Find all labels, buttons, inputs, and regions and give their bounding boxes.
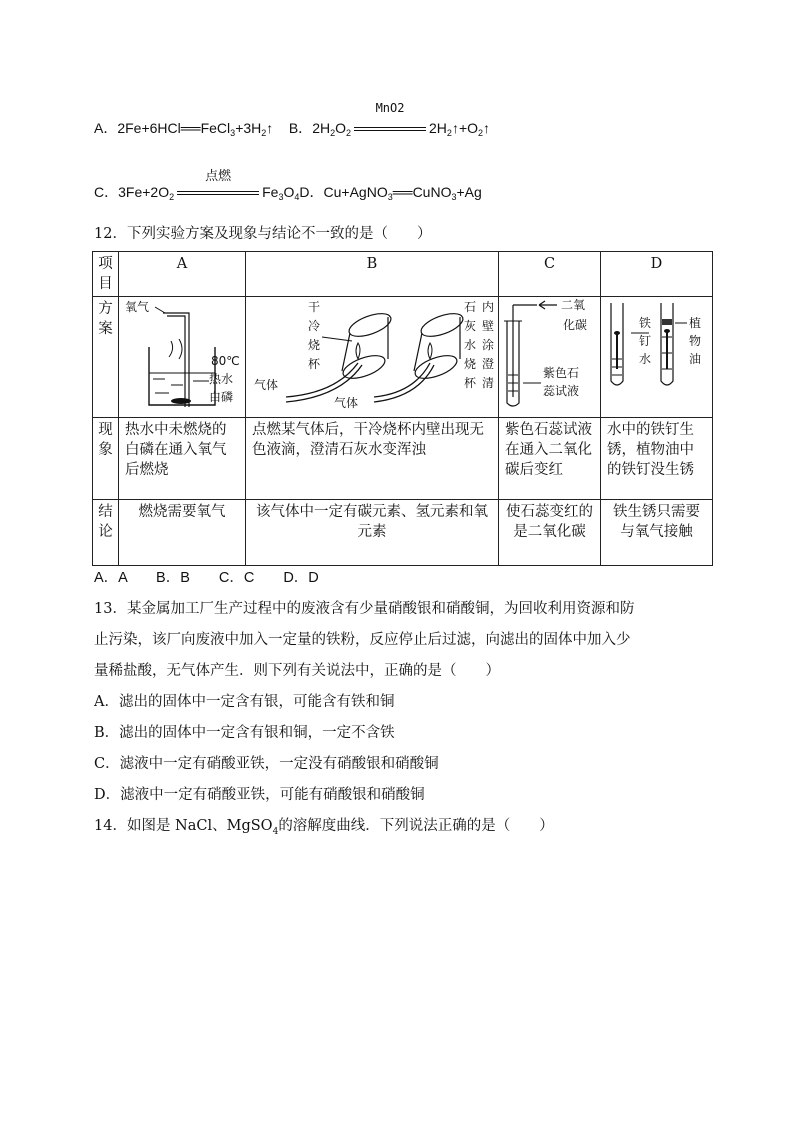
temperature-label: 80℃ xyxy=(211,354,240,368)
svg-text:化碳: 化碳 xyxy=(563,318,588,332)
header-d: D xyxy=(601,252,713,297)
table-row-phenomenon xyxy=(93,418,713,500)
q13-option-c: C．滤液中一定有硝酸亚铁，一定没有硝酸银和硝酸铜 xyxy=(94,756,439,772)
option-c-label: C． xyxy=(94,184,119,200)
svg-text:铁: 铁 xyxy=(639,316,652,330)
condition-label: 点燃 xyxy=(205,169,232,184)
option-d-label: D． xyxy=(299,184,324,200)
header-a: A xyxy=(119,252,246,297)
conclusion-d: 铁生锈只需要与氧气接触 xyxy=(601,500,713,566)
q14-stem: 14．如图是 NaCl、MgSO$_4$的溶解度曲线．下列说法正确的是（ ） xyxy=(94,818,554,837)
svg-text:涂: 涂 xyxy=(482,338,495,352)
option-d-equation: Cu+AgNO$_3$══CuNO$_3$+Ag xyxy=(323,184,482,202)
scheme-b-diagram xyxy=(246,297,499,418)
table-row-conclusion xyxy=(93,500,713,566)
q13-option-b: B．滤出的固体中一定含有银和铜，一定不含铁 xyxy=(94,725,395,741)
gas-combustion-apparatus xyxy=(246,297,499,411)
scheme-c-diagram xyxy=(499,297,601,418)
dry-cold-beaker-label-2: 冷 xyxy=(308,319,321,333)
svg-text:石: 石 xyxy=(464,300,477,314)
header-c: C xyxy=(499,252,601,297)
phenomenon-c: 紫色石蕊试液在通入二氧化碳后变红 xyxy=(499,418,601,500)
table-row-scheme xyxy=(93,297,713,418)
svg-text:烧: 烧 xyxy=(464,357,477,371)
limewater-beaker xyxy=(412,309,466,383)
q13-stem xyxy=(94,594,710,811)
iron-rust-apparatus xyxy=(601,297,713,411)
row-label-conclusion: 结论 xyxy=(93,500,119,566)
conclusion-b: 该气体中一定有碳元素、氢元素和氧元素 xyxy=(246,500,499,566)
header-b: B xyxy=(246,252,499,297)
svg-text:紫色石: 紫色石 xyxy=(543,366,580,380)
dry-cold-beaker-label-3: 烧 xyxy=(308,338,321,352)
svg-text:壁: 壁 xyxy=(482,319,495,333)
hot-water-label: 热水 xyxy=(209,372,234,386)
svg-text:油: 油 xyxy=(689,352,702,366)
option-c-equation: $3Fe+2O_2$ 点燃 $Fe_3O_4$ xyxy=(118,184,299,200)
q13-stem-line-3: 量稀盐酸，无气体产生．则下列有关说法中，正确的是（ ） xyxy=(94,663,500,679)
option-a-label: A． xyxy=(94,120,118,136)
q11-option-ab xyxy=(94,101,491,138)
svg-text:清: 清 xyxy=(482,376,495,390)
option-b-label: B． xyxy=(288,120,313,136)
q13-option-a: A．滤出的固体中一定含有银，可能含有铁和铜 xyxy=(94,694,395,710)
svg-text:钉: 钉 xyxy=(639,334,652,348)
catalyst-label: MnO2 xyxy=(375,101,405,115)
dry-cold-beaker-label-1: 干 xyxy=(308,300,321,314)
svg-text:水: 水 xyxy=(464,338,477,352)
q11-option-cd xyxy=(94,169,482,202)
phosphorus-oxygen-apparatus xyxy=(119,297,246,411)
table-header-row xyxy=(93,252,713,297)
row-label-scheme: 方案 xyxy=(93,297,119,418)
svg-text:澄: 澄 xyxy=(482,357,495,371)
conclusion-a: 燃烧需要氧气 xyxy=(119,500,246,566)
gas-label-1: 气体 xyxy=(254,378,279,392)
conclusion-c: 使石蕊变红的是二氧化碳 xyxy=(499,500,601,566)
q13-option-d: D．滤液中一定有硝酸亚铁，可能有硝酸银和硝酸铜 xyxy=(94,787,425,803)
q12-answer-options: A．A B．B C．C D．D xyxy=(94,570,319,586)
svg-text:物: 物 xyxy=(689,334,702,348)
q12-stem: 12．下列实验方案及现象与结论不一致的是（ ） xyxy=(94,226,432,242)
svg-text:二氧: 二氧 xyxy=(561,298,586,312)
svg-text:蕊试液: 蕊试液 xyxy=(543,384,580,398)
option-b-equation: $2H_2O_2$ MnO2 $2H_2↑+O_2↑$ xyxy=(312,101,491,138)
white-phosphorus-label: 白磷 xyxy=(209,390,234,404)
svg-text:水: 水 xyxy=(639,352,652,366)
dry-cold-beaker xyxy=(340,309,394,383)
scheme-d-diagram xyxy=(601,297,713,418)
row-label-phenomenon: 现象 xyxy=(93,418,119,500)
oxygen-label: 氧气 xyxy=(125,300,150,314)
phenomenon-d: 水中的铁钉生锈，植物油中的铁钉没生锈 xyxy=(601,418,713,500)
gas-label-2: 气体 xyxy=(334,396,359,410)
experiment-table xyxy=(92,251,713,566)
dry-cold-beaker-label-4: 杯 xyxy=(308,357,321,371)
row-label-item: 项目 xyxy=(93,252,119,297)
svg-text:植: 植 xyxy=(689,316,702,330)
q13-stem-line-1: 13．某金属加工厂生产过程中的废液含有少量硝酸银和硝酸铜，为回收利用资源和防 xyxy=(94,601,635,617)
scheme-a-diagram xyxy=(119,297,246,418)
q13-stem-line-2: 止污染，该厂向废液中加入一定量的铁粉，反应停止后过滤，向滤出的固体中加入少 xyxy=(94,632,631,648)
svg-text:杯: 杯 xyxy=(464,376,477,390)
option-a-equation: $2Fe+6HCl══FeCl_3+3H_2↑$ xyxy=(117,120,274,138)
phenomenon-a: 热水中未燃烧的白磷在通入氧气后燃烧 xyxy=(119,418,246,500)
svg-text:灰: 灰 xyxy=(464,319,477,333)
phenomenon-b: 点燃某气体后，干冷烧杯内壁出现无色液滴，澄清石灰水变浑浊 xyxy=(246,418,499,500)
svg-text:内: 内 xyxy=(482,300,495,314)
litmus-co2-apparatus xyxy=(499,297,601,411)
